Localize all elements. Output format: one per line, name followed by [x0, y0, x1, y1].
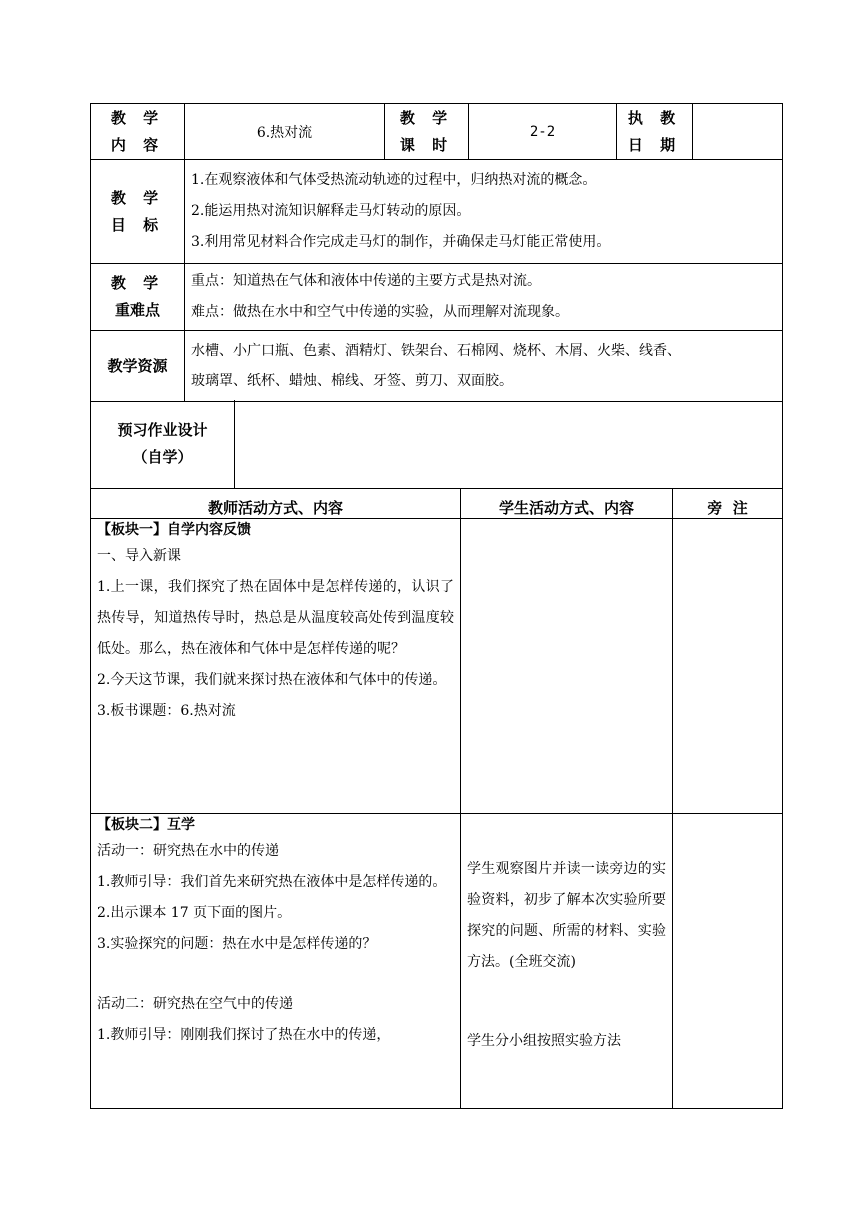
block2-title: 【板块二】互学 — [97, 817, 195, 833]
student-activity1: 学生观察图片并读一读旁边的实验资料，初步了解本次实验所要探究的问题、所需的材料、实验方法。(全班交流) — [467, 861, 666, 970]
date-label-line1: 执 教 — [627, 108, 682, 127]
activity1-line: 1.教师引导：我们首先来研究热在液体中是怎样传递的。 — [97, 874, 447, 890]
block1-teacher — [91, 519, 461, 814]
goals-label — [91, 160, 185, 264]
hours-value: 2-2 — [469, 104, 617, 160]
content-label — [91, 104, 185, 160]
resources-label: 教学资源 — [91, 331, 185, 402]
block1-line: 3.板书课题：6.热对流 — [97, 703, 236, 719]
activity2-line: 活动二：研究热在空气中的传递 — [97, 996, 293, 1012]
keypoint-item: 重点：知道热在气体和液体中传递的主要方式是热对流。 — [191, 273, 541, 289]
goal-item: 3.利用常见材料合作完成走马灯的制作，并确保走马灯能正常使用。 — [191, 234, 611, 250]
block1-line: 一、导入新课 — [97, 548, 181, 564]
activities-table — [90, 488, 783, 1109]
activity2-line: 1.教师引导：刚刚我们探讨了热在水中的传递， — [97, 1027, 391, 1043]
content-value: 6.热对流 — [185, 104, 385, 160]
block1-student — [461, 519, 673, 814]
lesson-info-table — [90, 103, 783, 402]
date-label — [617, 104, 693, 160]
resources-line: 水槽、小广口瓶、色素、酒精灯、铁架台、石棉网、烧杯、木屑、火柴、线香、 — [191, 343, 681, 359]
keypoints-label-line2: 重难点 — [114, 301, 160, 319]
col-teacher-header: 教师活动方式、内容 — [91, 489, 461, 519]
spacer — [97, 960, 454, 989]
activity1-line: 3.实验探究的问题：热在水中是怎样传递的？ — [97, 936, 377, 952]
goals-list — [185, 160, 783, 264]
keypoints-label-line1: 教 学 — [110, 274, 165, 292]
preview-label — [91, 400, 235, 488]
hours-label-line1: 教 学 — [399, 108, 454, 127]
preview-label-line2: （自学） — [132, 447, 193, 466]
goals-label-line1: 教 学 — [110, 188, 165, 207]
resources-list — [185, 331, 783, 402]
activity1-line: 活动一：研究热在水中的传递 — [97, 843, 279, 859]
keypoints-list — [185, 264, 783, 331]
activity1-line: 2.出示课本 17 页下面的图片。 — [97, 905, 292, 921]
hours-label — [385, 104, 469, 160]
resources-line: 玻璃罩、纸杯、蜡烛、棉线、牙签、剪刀、双面胶。 — [191, 373, 513, 389]
content-label-line1: 教 学 — [110, 108, 165, 127]
student-activity2: 学生分小组按照实验方法 — [467, 1033, 621, 1049]
preview-value — [235, 400, 783, 488]
content-label-line2: 内 容 — [110, 135, 165, 154]
block2-notes — [673, 814, 783, 1109]
block1-line: 2.今天这节课，我们就来探讨热在液体和气体中的传递。 — [97, 672, 447, 688]
date-label-line2: 日 期 — [627, 135, 682, 154]
keypoint-item: 难点：做热在水中和空气中传递的实验，从而理解对流现象。 — [191, 304, 569, 320]
spacer — [467, 978, 666, 1026]
goals-label-line2: 目 标 — [110, 215, 165, 234]
block2-teacher — [91, 814, 461, 1109]
block1-notes — [673, 519, 783, 814]
spacer — [467, 814, 666, 854]
block2-student — [461, 814, 673, 1109]
col-notes-header: 旁 注 — [673, 489, 783, 519]
col-student-header: 学生活动方式、内容 — [461, 489, 673, 519]
preview-label-line1: 预习作业设计 — [117, 420, 208, 439]
keypoints-label — [91, 264, 185, 331]
goal-item: 2.能运用热对流知识解释走马灯转动的原因。 — [191, 203, 471, 219]
preview-table — [90, 400, 783, 489]
block1-title: 【板块一】自学内容反馈 — [97, 522, 251, 538]
hours-label-line2: 课 时 — [399, 135, 454, 154]
block1-line: 1.上一课，我们探究了热在固体中是怎样传递的，认识了热传导，知道热传导时，热总是从温度较高处传到温度较低处。那么，热在液体和气体中是怎样传递的呢？ — [97, 579, 454, 657]
goal-item: 1.在观察液体和气体受热流动轨迹的过程中，归纳热对流的概念。 — [191, 172, 597, 188]
date-value — [693, 104, 783, 160]
